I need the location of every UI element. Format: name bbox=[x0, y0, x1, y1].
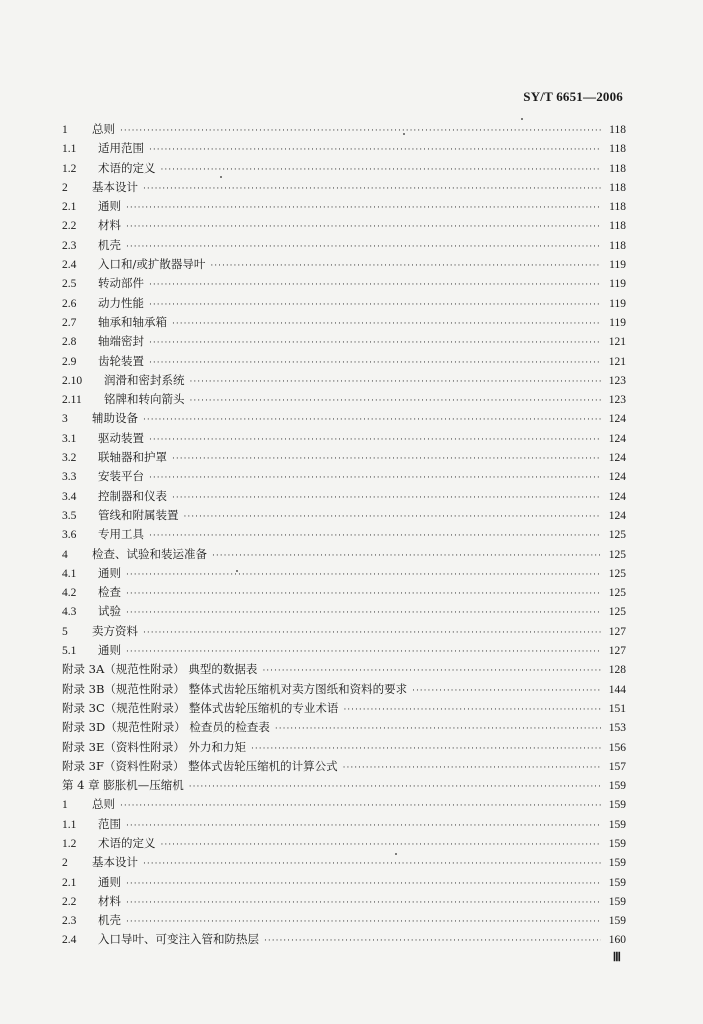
toc-entry-number: 2.2 bbox=[62, 895, 77, 908]
toc-entry-page: 153 bbox=[608, 722, 626, 735]
toc-entry bbox=[62, 776, 626, 795]
toc-entry-number: 2.3 bbox=[62, 239, 77, 252]
toc-entry-number: 2.6 bbox=[62, 297, 77, 310]
toc-entry-number: 2.10 bbox=[62, 374, 83, 387]
toc-entry bbox=[62, 197, 626, 216]
toc-entry-page: 118 bbox=[609, 239, 626, 252]
toc-entry bbox=[62, 873, 626, 892]
toc-entry-number: 2.2 bbox=[62, 220, 77, 233]
toc-dot-leader bbox=[149, 469, 601, 488]
toc-entry-title: 材料 bbox=[98, 893, 121, 908]
toc-entry-title: 附录 3B（规范性附录） 整体式齿轮压缩机对卖方图纸和资料的要求 bbox=[62, 681, 408, 696]
toc-entry-page: 157 bbox=[608, 760, 626, 773]
toc-entry-number: 5 bbox=[62, 625, 68, 638]
page-number: Ⅲ bbox=[612, 950, 621, 964]
toc-entry-title: 辅助设备 bbox=[92, 411, 138, 426]
toc-entry bbox=[62, 660, 626, 679]
toc-dot-leader bbox=[149, 141, 601, 160]
toc-entry-number: 2.5 bbox=[62, 278, 77, 291]
toc-dot-leader bbox=[143, 411, 601, 430]
toc-entry bbox=[62, 930, 626, 949]
toc-entry-title: 检查 bbox=[98, 585, 121, 600]
toc-dot-leader bbox=[210, 257, 601, 276]
toc-entry-page: 124 bbox=[608, 413, 626, 426]
toc-entry-page: 124 bbox=[608, 432, 626, 445]
toc-entry bbox=[62, 448, 626, 467]
toc-dot-leader bbox=[143, 624, 601, 643]
toc-entry-number: 3.5 bbox=[62, 509, 77, 522]
toc-entry-title: 入口导叶、可变注入管和防热层 bbox=[98, 932, 259, 947]
toc-entry bbox=[62, 795, 626, 814]
toc-entry-title: 卖方资料 bbox=[92, 623, 138, 638]
toc-entry-title: 范围 bbox=[98, 816, 121, 831]
toc-entry-title: 联轴器和护罩 bbox=[98, 450, 167, 465]
toc-entry-number: 3.2 bbox=[62, 452, 77, 465]
toc-entry bbox=[62, 738, 626, 757]
toc-entry-page: 118 bbox=[609, 162, 626, 175]
toc-entry bbox=[62, 487, 626, 506]
toc-entry bbox=[62, 429, 626, 448]
toc-entry-title: 通则 bbox=[98, 643, 121, 658]
toc-entry-page: 121 bbox=[608, 355, 626, 368]
toc-entry bbox=[62, 834, 626, 853]
toc-entry bbox=[62, 313, 626, 332]
toc-entry-page: 123 bbox=[608, 394, 626, 407]
toc-dot-leader bbox=[126, 604, 601, 623]
toc-entry-page: 125 bbox=[608, 567, 626, 580]
toc-entry bbox=[62, 506, 626, 525]
toc-entry-number: 3.6 bbox=[62, 529, 77, 542]
toc-entry-page: 124 bbox=[608, 490, 626, 503]
toc-entry-title: 机壳 bbox=[98, 913, 121, 928]
toc-entry-page: 125 bbox=[608, 548, 626, 561]
toc-entry-title: 总则 bbox=[92, 797, 115, 812]
toc-entry-number: 1.2 bbox=[62, 837, 77, 850]
toc-entry-title: 试验 bbox=[98, 604, 121, 619]
toc-entry-number: 1 bbox=[62, 799, 68, 812]
document-id: SY/T 6651—2006 bbox=[523, 89, 623, 104]
toc-entry-number: 2.1 bbox=[62, 201, 77, 214]
toc-entry bbox=[62, 332, 626, 351]
toc-entry-number: 2.9 bbox=[62, 355, 77, 368]
toc-entry bbox=[62, 236, 626, 255]
toc-entry-page: 125 bbox=[608, 587, 626, 600]
toc-entry-page: 119 bbox=[609, 297, 626, 310]
toc-entry-page: 124 bbox=[608, 452, 626, 465]
scan-speck bbox=[236, 570, 238, 572]
toc-entry-title: 安装平台 bbox=[98, 469, 144, 484]
toc-entry-title: 润滑和密封系统 bbox=[104, 372, 185, 387]
toc-dot-leader bbox=[149, 276, 601, 295]
toc-entry bbox=[62, 371, 626, 390]
toc-entry-page: 118 bbox=[609, 220, 626, 233]
toc-entry bbox=[62, 911, 626, 930]
toc-entry bbox=[62, 815, 626, 834]
toc-entry-page: 159 bbox=[608, 780, 626, 793]
toc-dot-leader bbox=[126, 894, 601, 913]
toc-dot-leader bbox=[172, 315, 601, 334]
toc-entry-number: 2.8 bbox=[62, 336, 77, 349]
toc-entry-page: 121 bbox=[608, 336, 626, 349]
toc-entry-page: 159 bbox=[608, 837, 626, 850]
toc-entry-number: 2.1 bbox=[62, 876, 77, 889]
scan-speck bbox=[521, 118, 523, 120]
toc-entry bbox=[62, 757, 626, 776]
toc-dot-leader bbox=[264, 932, 601, 951]
toc-entry-title: 通则 bbox=[98, 874, 121, 889]
toc-entry-number: 2.4 bbox=[62, 259, 77, 272]
scan-speck bbox=[220, 176, 222, 178]
toc-entry bbox=[62, 622, 626, 641]
toc-entry bbox=[62, 120, 626, 139]
toc-entry bbox=[62, 564, 626, 583]
toc-entry-title: 控制器和仪表 bbox=[98, 488, 167, 503]
toc-entry-page: 125 bbox=[608, 606, 626, 619]
toc-entry bbox=[62, 545, 626, 564]
toc-entry-title: 管线和附属装置 bbox=[98, 507, 179, 522]
toc-entry-page: 128 bbox=[608, 664, 626, 677]
toc-entry-page: 118 bbox=[609, 181, 626, 194]
toc-entry-page: 156 bbox=[608, 741, 626, 754]
toc-entry-page: 127 bbox=[608, 645, 626, 658]
toc-entry bbox=[62, 718, 626, 737]
toc-entry bbox=[62, 892, 626, 911]
toc-dot-leader bbox=[126, 875, 601, 894]
toc-entry-title: 附录 3A（规范性附录） 典型的数据表 bbox=[62, 662, 258, 677]
toc-dot-leader bbox=[126, 566, 601, 585]
table-of-contents bbox=[62, 120, 626, 950]
toc-entry-page: 124 bbox=[608, 471, 626, 484]
toc-entry-number: 2 bbox=[62, 181, 68, 194]
toc-entry-number: 2.7 bbox=[62, 316, 77, 329]
toc-entry-title: 入口和/或扩散器导叶 bbox=[98, 257, 206, 272]
toc-entry bbox=[62, 467, 626, 486]
toc-entry-title: 附录 3D（规范性附录） 检查员的检查表 bbox=[62, 720, 270, 735]
toc-entry-title: 材料 bbox=[98, 218, 121, 233]
toc-entry bbox=[62, 178, 626, 197]
toc-entry-number: 5.1 bbox=[62, 645, 77, 658]
toc-entry-page: 118 bbox=[609, 124, 626, 136]
toc-dot-leader bbox=[161, 161, 602, 180]
toc-dot-leader bbox=[120, 797, 601, 816]
toc-dot-leader bbox=[149, 334, 601, 353]
toc-entry bbox=[62, 352, 626, 371]
toc-dot-leader bbox=[343, 759, 601, 778]
toc-entry-title: 第 4 章 膨胀机—压缩机 bbox=[62, 778, 184, 793]
toc-dot-leader bbox=[190, 373, 602, 392]
toc-dot-leader bbox=[212, 547, 601, 566]
toc-dot-leader bbox=[275, 720, 601, 739]
toc-entry-title: 基本设计 bbox=[92, 179, 138, 194]
toc-dot-leader bbox=[149, 527, 601, 546]
toc-entry-page: 118 bbox=[609, 143, 626, 156]
toc-entry-number: 3.4 bbox=[62, 490, 77, 503]
toc-entry-number: 2.3 bbox=[62, 915, 77, 928]
toc-entry-title: 术语的定义 bbox=[98, 835, 156, 850]
toc-entry-page: 159 bbox=[608, 857, 626, 870]
toc-dot-leader bbox=[143, 180, 601, 199]
toc-entry bbox=[62, 583, 626, 602]
toc-entry-title: 基本设计 bbox=[92, 855, 138, 870]
toc-entry-title: 机壳 bbox=[98, 237, 121, 252]
toc-entry-page: 151 bbox=[608, 702, 626, 715]
toc-dot-leader bbox=[190, 392, 602, 411]
toc-dot-leader bbox=[126, 585, 601, 604]
toc-entry bbox=[62, 409, 626, 428]
toc-entry-page: 144 bbox=[608, 683, 626, 696]
toc-entry-number: 2 bbox=[62, 857, 68, 870]
toc-dot-leader bbox=[161, 836, 602, 855]
toc-dot-leader bbox=[172, 489, 601, 508]
toc-entry-number: 4.2 bbox=[62, 587, 77, 600]
toc-entry-title: 转动部件 bbox=[98, 276, 144, 291]
toc-entry-title: 总则 bbox=[92, 122, 115, 136]
toc-entry bbox=[62, 680, 626, 699]
toc-entry-number: 3 bbox=[62, 413, 68, 426]
toc-dot-leader bbox=[343, 701, 601, 720]
toc-entry-number: 1.1 bbox=[62, 143, 77, 156]
toc-entry-page: 119 bbox=[609, 259, 626, 272]
toc-dot-leader bbox=[126, 199, 601, 218]
toc-entry-page: 119 bbox=[609, 278, 626, 291]
toc-entry-title: 轴承和轴承箱 bbox=[98, 314, 167, 329]
toc-entry-title: 通则 bbox=[98, 565, 121, 580]
toc-entry-title: 动力性能 bbox=[98, 295, 144, 310]
toc-entry bbox=[62, 525, 626, 544]
toc-entry-number: 2.11 bbox=[62, 394, 82, 407]
toc-dot-leader bbox=[126, 817, 601, 836]
toc-entry-page: 123 bbox=[608, 374, 626, 387]
toc-entry-number: 1.1 bbox=[62, 818, 77, 831]
toc-entry-number: 1.2 bbox=[62, 162, 77, 175]
toc-dot-leader bbox=[412, 682, 601, 701]
toc-dot-leader bbox=[189, 778, 601, 797]
toc-entry-page: 127 bbox=[608, 625, 626, 638]
toc-dot-leader bbox=[126, 218, 601, 237]
toc-entry-page: 125 bbox=[608, 529, 626, 542]
toc-dot-leader bbox=[172, 450, 601, 469]
toc-entry bbox=[62, 139, 626, 158]
toc-entry-title: 术语的定义 bbox=[98, 160, 156, 175]
toc-entry-number: 4 bbox=[62, 548, 68, 561]
toc-dot-leader bbox=[120, 122, 601, 141]
toc-entry-page: 159 bbox=[608, 818, 626, 831]
toc-entry-title: 轴端密封 bbox=[98, 334, 144, 349]
toc-entry-page: 160 bbox=[608, 934, 626, 947]
toc-entry bbox=[62, 853, 626, 872]
scan-speck bbox=[403, 133, 405, 135]
toc-dot-leader bbox=[149, 354, 601, 373]
scan-speck bbox=[395, 853, 397, 855]
toc-entry-title: 通则 bbox=[98, 199, 121, 214]
toc-dot-leader bbox=[149, 296, 601, 315]
toc-entry-number: 2.4 bbox=[62, 934, 77, 947]
toc-entry bbox=[62, 255, 626, 274]
toc-entry-title: 附录 3F（资料性附录） 整体式齿轮压缩机的计算公式 bbox=[62, 758, 338, 773]
toc-dot-leader bbox=[149, 431, 601, 450]
toc-entry bbox=[62, 602, 626, 621]
toc-entry-title: 检查、试验和装运准备 bbox=[92, 546, 207, 561]
toc-entry-number: 3.3 bbox=[62, 471, 77, 484]
toc-entry-number: 4.1 bbox=[62, 567, 77, 580]
toc-entry bbox=[62, 641, 626, 660]
toc-entry-page: 118 bbox=[609, 201, 626, 214]
toc-entry bbox=[62, 216, 626, 235]
toc-entry-title: 专用工具 bbox=[98, 527, 144, 542]
toc-entry-page: 119 bbox=[609, 316, 626, 329]
toc-entry-title: 附录 3C（规范性附录） 整体式齿轮压缩机的专业术语 bbox=[62, 700, 339, 715]
toc-entry-page: 159 bbox=[608, 799, 626, 812]
toc-entry-title: 驱动装置 bbox=[98, 430, 144, 445]
toc-entry-number: 3.1 bbox=[62, 432, 77, 445]
toc-dot-leader bbox=[143, 855, 601, 874]
toc-entry-page: 159 bbox=[608, 895, 626, 908]
toc-entry-title: 铭牌和转向箭头 bbox=[104, 392, 185, 407]
toc-entry-page: 124 bbox=[608, 509, 626, 522]
toc-entry-title: 齿轮装置 bbox=[98, 353, 144, 368]
toc-entry-page: 159 bbox=[608, 915, 626, 928]
toc-entry bbox=[62, 294, 626, 313]
toc-entry-title: 适用范围 bbox=[98, 141, 144, 156]
toc-entry-title: 附录 3E（资料性附录） 外力和力矩 bbox=[62, 739, 247, 754]
toc-entry-number: 4.3 bbox=[62, 606, 77, 619]
toc-dot-leader bbox=[184, 508, 602, 527]
toc-entry-number: 1 bbox=[62, 124, 68, 136]
toc-entry bbox=[62, 274, 626, 293]
toc-entry bbox=[62, 699, 626, 718]
toc-entry bbox=[62, 390, 626, 409]
toc-entry bbox=[62, 159, 626, 178]
toc-entry-page: 159 bbox=[608, 876, 626, 889]
